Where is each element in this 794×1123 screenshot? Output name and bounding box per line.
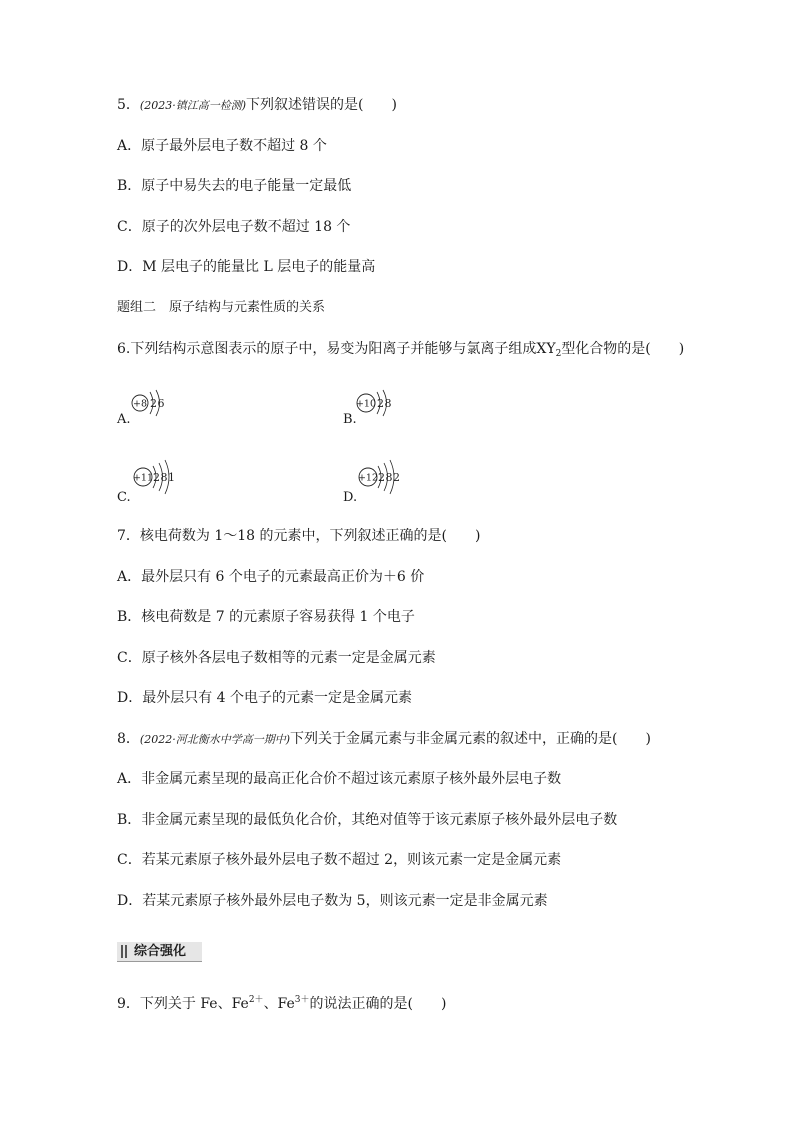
- option-c: C．若某元素原子核外最外层电子数不超过 2，则该元素一定是金属元素: [117, 852, 562, 868]
- option-c: C．原子核外各层电子数相等的元素一定是金属元素: [117, 650, 436, 666]
- nucleus-charge: +10: [355, 398, 377, 410]
- nucleus-charge: +8: [132, 398, 148, 410]
- option-a-letter: A.: [117, 412, 131, 427]
- option-d: D．最外层只有 4 个电子的元素一定是金属元素: [117, 690, 413, 706]
- atom-diagram-a: [129, 386, 179, 420]
- question-9-stem: [117, 990, 446, 1014]
- section-heading: [117, 942, 202, 962]
- atom-diagram-c: [131, 458, 187, 496]
- question-text-tail: 的说法正确的是( ): [309, 996, 447, 1012]
- option-c: C．原子的次外层电子数不超过 18 个: [117, 219, 351, 235]
- option-a: A．原子最外层电子数不超过 8 个: [117, 138, 327, 154]
- question-text-tail: 型化合物的是( ): [561, 341, 685, 357]
- question-source: (2022·河北衡水中学高一期中): [139, 733, 290, 746]
- question-text: 6.下列结构示意图表示的原子中，易变为阳离子并能够与氯离子组成XY: [117, 341, 556, 357]
- option-b: B．核电荷数是 7 的元素原子容易获得 1 个电子: [117, 609, 415, 625]
- question-source: (2023·镇江高一检测): [139, 99, 246, 112]
- superscript: 2＋: [248, 995, 264, 1005]
- nucleus-charge: +11: [132, 472, 154, 484]
- question-number: 8．: [117, 731, 140, 747]
- option-d: D．M 层电子的能量比 L 层电子的能量高: [117, 259, 376, 275]
- option-a: A．最外层只有 6 个电子的元素最高正价为＋6 价: [117, 569, 425, 585]
- group-heading: 题组二 原子结构与元素性质的关系: [117, 300, 326, 315]
- question-number: 5．: [117, 97, 140, 113]
- superscript: 3＋: [294, 995, 310, 1005]
- section-title: 综合强化: [134, 944, 187, 959]
- nucleus-charge: +12: [357, 472, 379, 484]
- question-6-stem: [117, 339, 684, 364]
- question-text-mid: 、Fe: [263, 996, 295, 1012]
- question-5-stem: [117, 95, 397, 116]
- question-text: 下列叙述错误的是( ): [246, 97, 397, 113]
- option-d: D．若某元素原子核外最外层电子数为 5，则该元素一定是非金属元素: [117, 893, 548, 909]
- electron-shells: 28: [377, 397, 392, 410]
- atom-diagram-d: [356, 458, 412, 496]
- option-c-letter: C.: [117, 490, 131, 505]
- electron-shells: 26: [150, 397, 165, 410]
- section-marker: [125, 945, 127, 958]
- option-a: A．非金属元素呈现的最高正化合价不超过该元素原子核外最外层电子数: [117, 771, 562, 787]
- option-b-letter: B.: [343, 412, 357, 427]
- question-text: 下列关于金属元素与非金属元素的叙述中，正确的是( ): [290, 731, 651, 747]
- subscript: 2: [555, 349, 562, 359]
- option-d-letter: D.: [343, 490, 358, 505]
- electron-shells: 282: [378, 471, 401, 484]
- electron-shells: 281: [153, 471, 176, 484]
- section-marker: [121, 945, 123, 958]
- question-text: 9．下列关于 Fe、Fe: [117, 996, 249, 1012]
- question-8-stem: [117, 729, 651, 750]
- option-b: B．非金属元素呈现的最低负化合价，其绝对值等于该元素原子核外最外层电子数: [117, 812, 618, 828]
- question-7-stem: 7．核电荷数为 1～18 的元素中，下列叙述正确的是( ): [117, 528, 481, 544]
- atom-diagram-b: [354, 386, 408, 420]
- option-b: B．原子中易失去的电子能量一定最低: [117, 178, 352, 194]
